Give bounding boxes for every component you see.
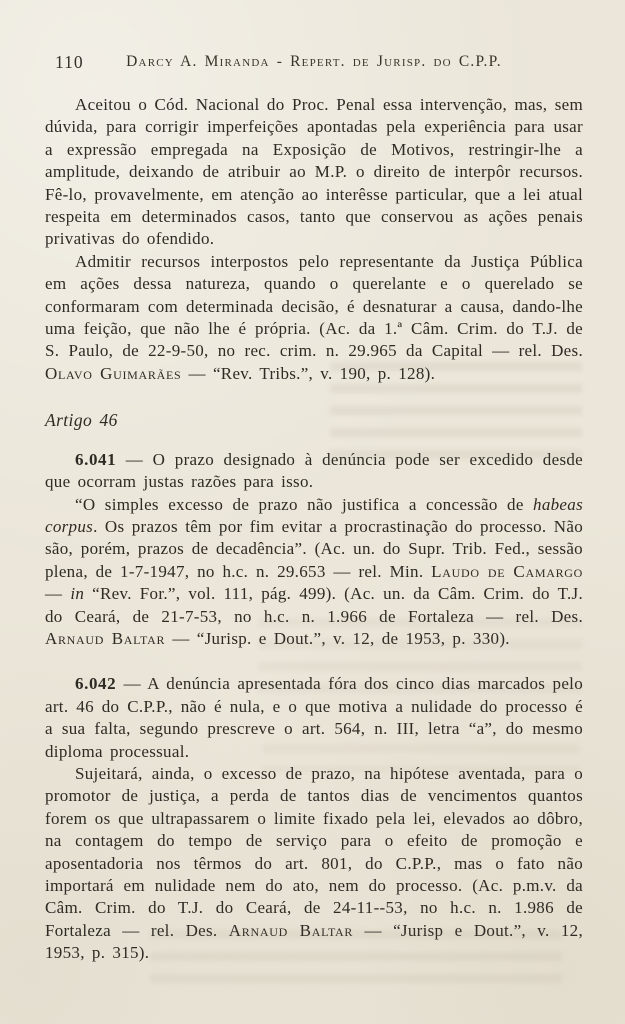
paragraph-admitir-recursos: Admitir recursos interpostos pelo representante da Justiça Pública em ações dessa natureza, quando o querelante e o querelado se conformaram com determinada decisão, é desnaturar a causa, dando-lhe uma feição, que não lhe é própria. (Ac. da 1.ª Câm. Crim. do T.J. de S. Paulo, de 22-9-50, no rec. crim. n. 29.965 da Capital — rel. Des. Olavo Guimarães — “Rev. Tribs.”, v. 190, p. 128). [45, 251, 583, 383]
running-header [45, 52, 583, 74]
paragraph-6042-sujeitara: Sujeitará, ainda, o excesso de prazo, na hipótese aventada, para o promotor de justiça, a perda de tantos dias de vencimentos quantos forem os que ultrapassarem o limite fixado pela lei, elevados ao dôbro, na contagem do tempo de serviço para o efeito de promoção e aposentadoria nos têrmos do art. 801, do C.P.P., mas o fato não importará em nulidade nem do ato, nem do processo. (Ac. p.m.v. da Câm. Crim. do T.J. do Ceará, de 24-11--53, no h.c. n. 1.986 de Fortaleza — rel. Des. Arnaud Baltar — “Jurisp e Dout.”, v. 12, 1953, p. 315). [45, 763, 583, 963]
paragraph-6041: 6.041 — O prazo designado à denúncia pode ser excedido desde que ocorram justas razões para isso. [45, 449, 583, 492]
article-heading-artigo-46: Artigo 46 [45, 410, 118, 431]
paragraph-6042: 6.042 — A denúncia apresentada fóra dos cinco dias marcados pelo art. 46 do C.P.P., não é nula, e o que motiva a nulidade do processo é a sua falta, segundo prescreve o art. 564, n. III, letra “a”, do mesmo diploma processual. [45, 674, 583, 761]
page-number: 110 [55, 52, 84, 72]
paragraph-intervencao: Aceitou o Cód. Nacional do Proc. Penal essa intervenção, mas, sem dúvida, para corrigir imperfeições apontadas pela experiência para usar a expressão empregada na Exposição de Motivos, restringir-lhe a amplitude, deixando de atribuir ao M.P. o direito de interpôr recursos. Fê-lo, provavelmente, em atenção ao interêsse particular, que a lei atual respeita em determinados casos, tanto que conservou as ações penais privativas do ofendido. [45, 95, 583, 249]
text-column [45, 94, 583, 965]
running-title: Darcy A. Miranda - Repert. de Jurisp. do C.P.P. [126, 53, 502, 70]
paragraph-6041-jurisprudencia: “O simples excesso de prazo não justifica a concessão de habeas corpus. Os prazos têm por fim evitar a procrastinação do processo. Não são, porém, prazos de decadência”. (Ac. un. do Supr. Trib. Fed., sessão plena, de 1-7-1947, no h.c. n. 29.653 — rel. Min. Laudo de Camargo — in “Rev. For.”, vol. 111, pág. 499). (Ac. un. da Câm. Crim. do T.J. do Ceará, de 21-7-53, no h.c. n. 1.966 de Fortaleza — rel. Des. Arnaud Baltar — “Jurisp. e Dout.”, v. 12, de 1953, p. 330). [45, 494, 584, 648]
